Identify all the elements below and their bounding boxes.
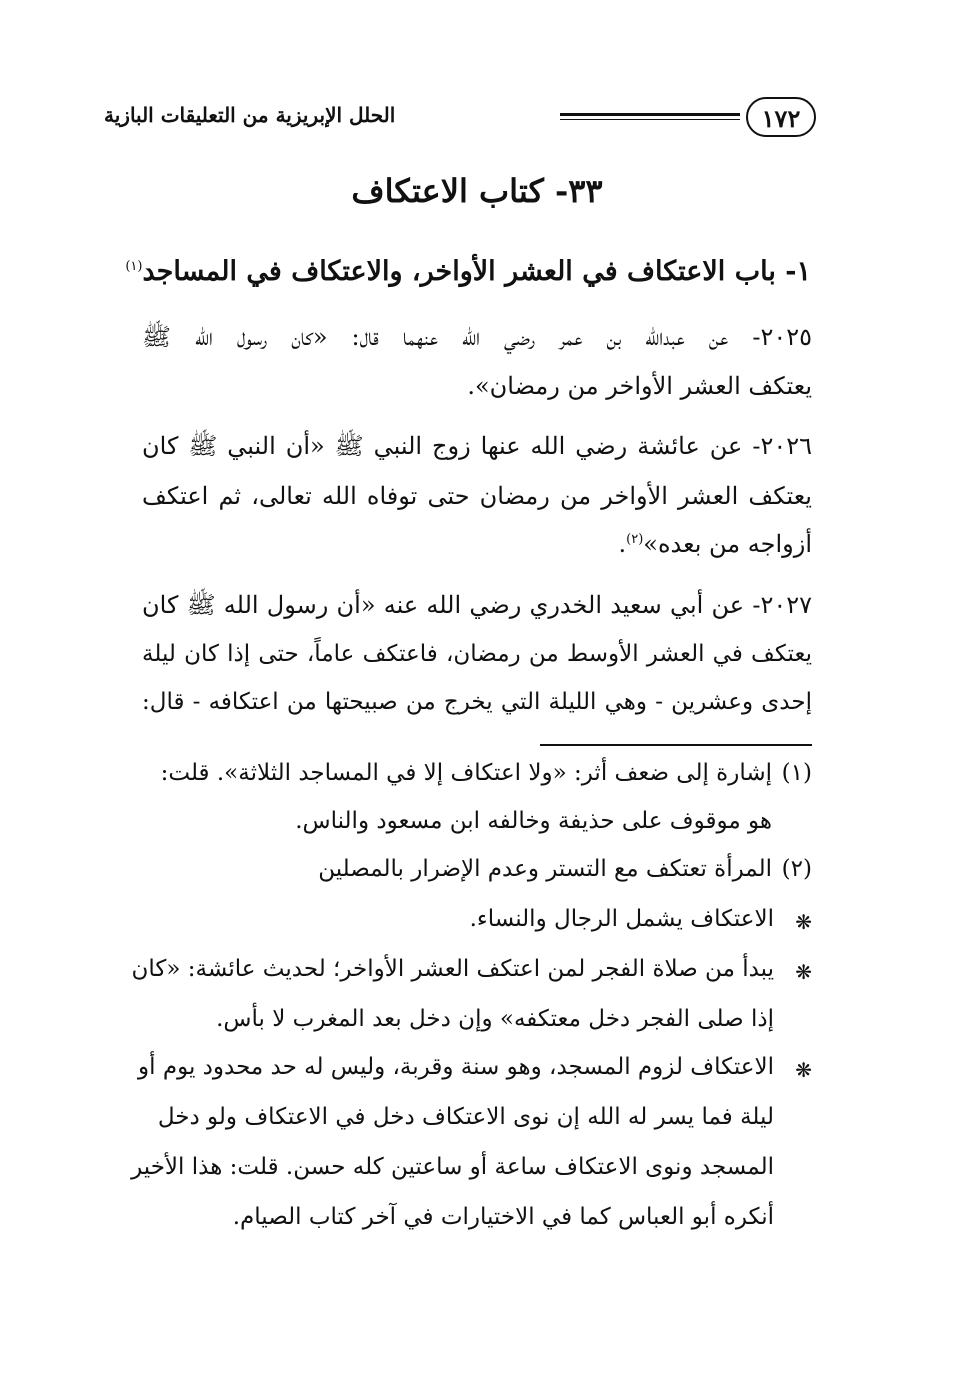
header-rule	[560, 113, 740, 120]
hadith-2027-line-1: ٢٠٢٧- عن أبي سعيد الخدري رضي الله عنه «أن رسول الله ﷺ كان	[142, 591, 812, 619]
footnote-2-marker: (٢)	[781, 856, 812, 882]
footnote-2-line-1: المرأة تعتكف مع التستر وعدم الإضرار بالمصلين	[318, 856, 772, 882]
hadith-2027-line-3: إحدى وعشرين - وهي الليلة التي يخرج من صبيحتها من اعتكافه - قال:	[142, 689, 812, 715]
hadith-2026-line-1: ٢٠٢٦- عن عائشة رضي الله عنها زوج النبي ﷺ «أن النبي ﷺ كان	[142, 432, 812, 460]
running-title: الحلل الإبريزية من التعليقات البازية	[104, 103, 396, 127]
hadith-2026-line-3-end: .	[618, 530, 627, 558]
page-header	[104, 95, 816, 145]
note-1-line-1: الاعتكاف يشمل الرجال والنساء.	[469, 906, 774, 932]
note-3-line-2: ليلة فما يسر له الله إن نوى الاعتكاف دخل في الاعتكاف ولو دخل	[157, 1104, 774, 1130]
hadith-2025-line-2: يعتكف العشر الأواخر من رمضان».	[467, 372, 812, 400]
footnote-divider	[540, 744, 812, 746]
hadith-2026-line-3-text: أزواجه من بعده»	[643, 530, 812, 558]
chapter-title	[125, 256, 811, 287]
note-1-bullet: ❋	[795, 910, 812, 934]
note-3-line-4: أنكره أبو العباس كما في الاختيارات في آخر كتاب الصيام.	[232, 1204, 774, 1230]
hadith-2027-line-2: يعتكف في العشر الأوسط من رمضان، فاعتكف عاماً، حتى إذا كان ليلة	[142, 641, 812, 667]
note-2-bullet: ❋	[795, 960, 812, 984]
note-2-line-2: إذا صلى الفجر دخل معتكفه» وإن دخل بعد المغرب لا بأس.	[216, 1006, 774, 1032]
note-3-line-3: المسجد ونوى الاعتكاف ساعة أو ساعتين كله حسن. قلت: هذا الأخير	[131, 1154, 774, 1180]
page-number: ١٧٢	[746, 97, 816, 137]
note-3-bullet: ❋	[795, 1058, 812, 1082]
footnote-1-line-1: إشارة إلى ضعف أثر: «ولا اعتكاف إلا في المساجد الثلاثة». قلت:	[160, 760, 772, 786]
footnote-ref-2: (٢)	[626, 532, 644, 547]
footnote-1-marker: (١)	[781, 760, 812, 786]
hadith-2026-line-2: يعتكف العشر الأواخر من رمضان حتى توفاه الله تعالى، ثم اعتكف	[142, 482, 812, 510]
chapter-title-text: ١- باب الاعتكاف في العشر الأواخر، والاعتكاف في المساجد	[142, 256, 811, 287]
footnote-1-line-2: هو موقوف على حذيفة وخالفه ابن مسعود والناس.	[295, 808, 772, 834]
book-title: ٣٣- كتاب الاعتكاف	[351, 172, 603, 210]
note-3-line-1: الاعتكاف لزوم المسجد، وهو سنة وقربة، وليس له حد محدود يوم أو	[138, 1054, 774, 1080]
hadith-2025-line-1: ٢٠٢٥- عن عبدالله بن عمر رضي الله عنهما قال: «كان رسول الله ﷺ	[142, 323, 812, 351]
note-2-line-1: يبدأ من صلاة الفجر لمن اعتكف العشر الأواخر؛ لحديث عائشة: «كان	[131, 956, 774, 982]
hadith-2026-line-3	[619, 532, 813, 556]
footnote-ref-1: (١)	[125, 259, 143, 274]
